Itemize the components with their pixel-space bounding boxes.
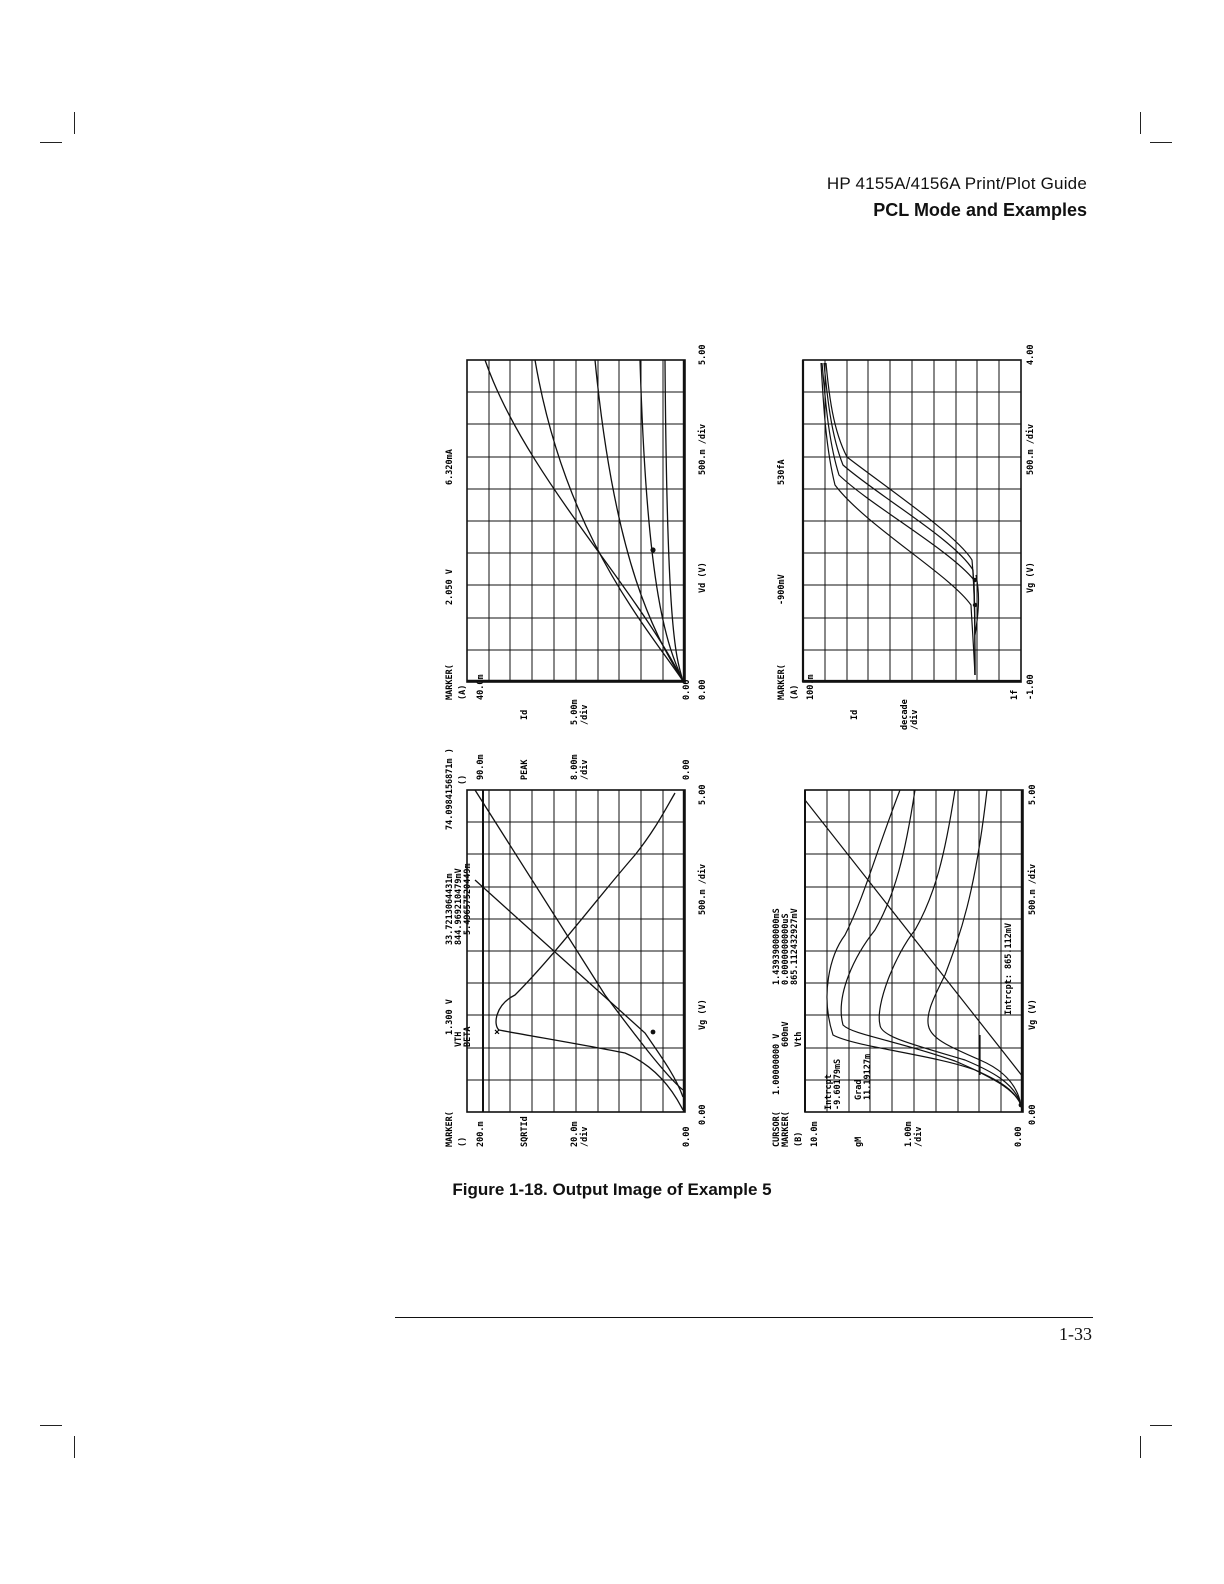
x-axis-min: 0.00 bbox=[698, 679, 708, 700]
crop-mark-bottom-right-vertical bbox=[1140, 1436, 1141, 1458]
marker-value-i: 6.320mA bbox=[445, 449, 455, 485]
label-right-ydiv: 8.00m bbox=[570, 754, 580, 780]
annotation-intercept-value: -9.60179mS bbox=[833, 1058, 843, 1110]
figure-plots bbox=[435, 335, 1055, 1165]
panel-sqrt-id bbox=[445, 748, 708, 1147]
label-ymax: 200.m bbox=[476, 1121, 486, 1147]
label-ymin: 0.00 bbox=[682, 1126, 692, 1147]
label-ymin: 1f bbox=[1010, 689, 1020, 700]
panel-id-vg-log-labels bbox=[777, 345, 1036, 730]
label-channel: (B) bbox=[794, 1131, 804, 1147]
label-ydiv: 5.00m bbox=[570, 699, 580, 725]
marker-gm: 0.0000000000uS bbox=[781, 913, 791, 985]
annotation-grad-label: Grad bbox=[854, 1079, 864, 1100]
marker-value-v: -900mV bbox=[777, 574, 787, 605]
vth-value: 844.969210479mV bbox=[454, 868, 464, 945]
x-axis-scale: 500.m /div bbox=[698, 863, 708, 915]
peak-mark: × bbox=[494, 1027, 501, 1038]
label-yname: SQRTId bbox=[520, 1116, 530, 1147]
label-yname: gM bbox=[854, 1136, 864, 1147]
panel-sqrt-id-grid bbox=[467, 790, 685, 1112]
label-marker: MARKER( bbox=[777, 664, 787, 700]
panel-gm bbox=[772, 785, 1038, 1147]
vth-label: VTH bbox=[454, 1031, 464, 1047]
marker-vg: 600mV bbox=[781, 1021, 791, 1047]
marker-dot bbox=[650, 547, 655, 552]
panel-id-vg-log-curves bbox=[821, 363, 979, 675]
cursor-vg: 1.00000000 V bbox=[772, 1033, 782, 1095]
marker-dot-2 bbox=[973, 578, 977, 582]
label-ydiv: 20.0m bbox=[570, 1121, 580, 1147]
x-axis-max: 4.00 bbox=[1026, 344, 1036, 365]
vth-label: Vth bbox=[794, 1031, 804, 1047]
label-channel: (A) bbox=[790, 684, 800, 700]
label-right-ymin: 0.00 bbox=[682, 759, 692, 780]
footer-rule bbox=[395, 1317, 1093, 1318]
label-marker: MARKER( bbox=[445, 664, 455, 700]
x-axis-min: 0.00 bbox=[1028, 1104, 1038, 1125]
label-right-ymax: 90.0m bbox=[476, 754, 486, 780]
x-axis-scale: 500.m /div bbox=[1026, 423, 1036, 475]
marker-value-v: 2.050 V bbox=[445, 569, 455, 605]
running-header-section-title: PCL Mode and Examples bbox=[873, 200, 1087, 220]
crop-mark-top-right-horizontal bbox=[1150, 142, 1172, 143]
vth-value: 865.112432927mV bbox=[790, 908, 800, 985]
panel-id-vg-log-grid bbox=[803, 360, 1021, 682]
figure-caption: Figure 1-18. Output Image of Example 5 bbox=[452, 1180, 772, 1199]
figure bbox=[435, 335, 1055, 1165]
marker-dot bbox=[651, 1030, 656, 1035]
label-channel: (A) bbox=[458, 684, 468, 700]
label-ydiv: decade bbox=[900, 699, 910, 730]
label-yname: Id bbox=[520, 709, 530, 720]
label-ydiv-unit: /div bbox=[914, 1126, 924, 1147]
marker-value-i: 530fA bbox=[777, 459, 787, 485]
label-ydiv-unit: /div bbox=[580, 704, 590, 725]
x-axis-max: 5.00 bbox=[698, 344, 708, 365]
beta-value: 5.49657520449m bbox=[463, 863, 473, 935]
x-axis-title: Vg (V) bbox=[1026, 562, 1036, 593]
x-axis-max: 5.00 bbox=[698, 784, 708, 805]
cursor-gm: 1.43939000000mS bbox=[772, 908, 782, 985]
label-ydiv-unit: /div bbox=[580, 1126, 590, 1147]
marker-sqrt-value: 33.7213064431m bbox=[445, 873, 455, 945]
label-ydiv: 1.00m bbox=[904, 1121, 914, 1147]
label-ymin: 0.00 bbox=[1014, 1126, 1024, 1147]
page-number: 1-33 bbox=[1059, 1324, 1092, 1344]
annotation-intercept-label: Intrcpt bbox=[824, 1074, 834, 1110]
label-marker: MARKER( bbox=[445, 1111, 455, 1147]
label-channel: () bbox=[458, 1136, 468, 1147]
peak-channel: () bbox=[458, 774, 468, 785]
panel-gm-labels bbox=[772, 785, 1038, 1147]
marker-dot bbox=[973, 603, 977, 607]
annotation-grad-value: 11.19127m bbox=[863, 1053, 873, 1100]
annotation-vth-intercept: Intrcpt: 865.112mV bbox=[1004, 922, 1014, 1015]
marker-vg: 1.300 V bbox=[445, 999, 455, 1035]
label-ymax: 100.m bbox=[806, 674, 816, 700]
x-axis-scale: 500.m /div bbox=[1028, 863, 1038, 915]
x-axis-scale: 500.m /div bbox=[698, 423, 708, 475]
running-header-guide-title: HP 4155A/4156A Print/Plot Guide bbox=[826, 174, 1087, 193]
crop-mark-top-left-horizontal bbox=[40, 142, 62, 143]
crop-mark-top-right-vertical bbox=[1140, 112, 1141, 134]
crop-mark-bottom-left-horizontal bbox=[40, 1425, 62, 1426]
label-right-yname: PEAK bbox=[520, 759, 530, 780]
label-cursor: CURSOR( bbox=[772, 1111, 782, 1147]
panel-id-vg-log bbox=[777, 345, 1036, 730]
x-axis-min: -1.00 bbox=[1026, 674, 1036, 700]
label-ydiv-unit: /div bbox=[910, 709, 920, 730]
label-yname: Id bbox=[850, 709, 860, 720]
x-axis-title: Vd (V) bbox=[698, 562, 708, 593]
crop-mark-bottom-right-horizontal bbox=[1150, 1425, 1172, 1426]
crop-mark-bottom-left-vertical bbox=[74, 1436, 75, 1458]
label-ymin: 0.00 bbox=[682, 679, 692, 700]
beta-label: BETA bbox=[463, 1026, 473, 1047]
panel-id-vd bbox=[445, 345, 708, 725]
label-right-ydiv-unit: /div bbox=[580, 759, 590, 780]
marker-dot bbox=[1019, 1103, 1024, 1108]
marker-peak-value: 74.0984156871m ) bbox=[445, 748, 455, 830]
panel-sqrt-id-curves bbox=[475, 790, 683, 1110]
label-ymax: 40.0m bbox=[476, 674, 486, 700]
x-axis-title: Vg (V) bbox=[698, 999, 708, 1030]
crop-mark-top-left-vertical bbox=[74, 112, 75, 134]
x-axis-max: 5.00 bbox=[1028, 784, 1038, 805]
label-ymax: 10.0m bbox=[810, 1121, 820, 1147]
x-axis-min: 0.00 bbox=[698, 1104, 708, 1125]
label-marker: MARKER( bbox=[781, 1111, 791, 1147]
x-axis-title: Vg (V) bbox=[1028, 999, 1038, 1030]
